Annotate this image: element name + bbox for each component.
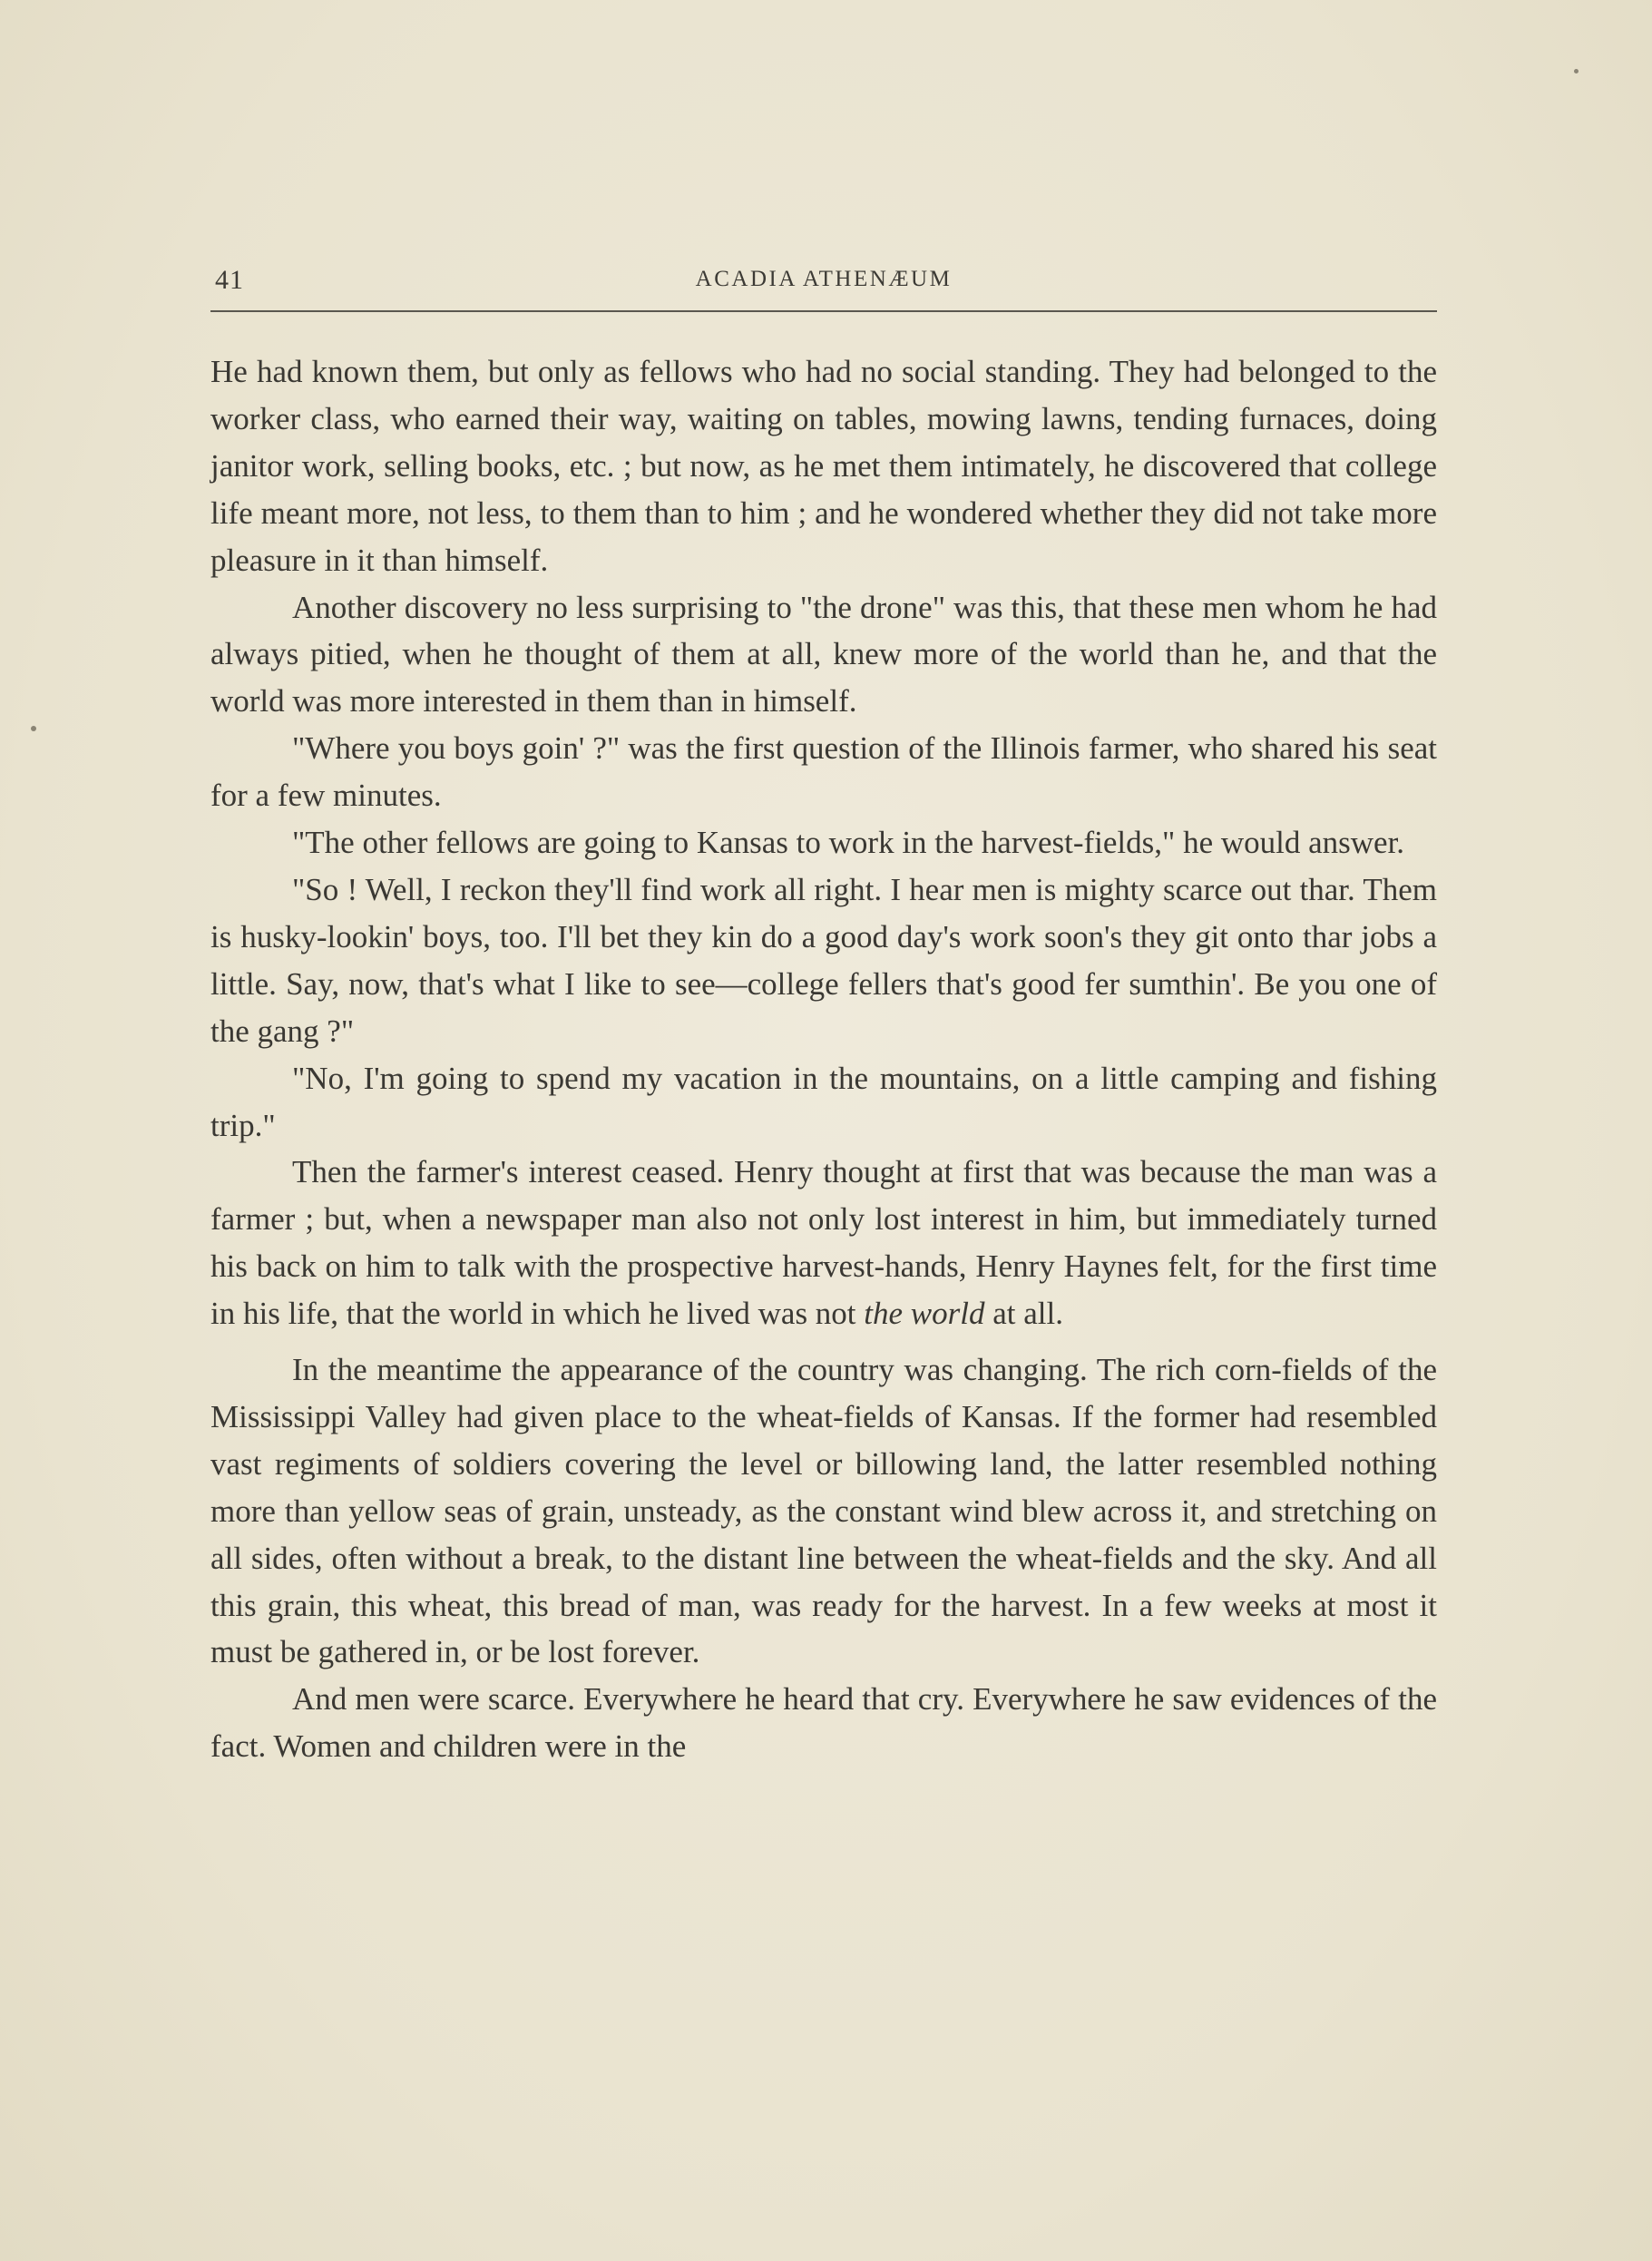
paragraph: "So ! Well, I reckon they'll find work all right. I hear men is mighty scarce out thar. Them is husky-lookin' boys, too. I'll bet they kin do a good day's work soon's they git onto thar jobs a little. Say, now, that's what I like to see—college fellers that's good fer sumthin'. Be you one of the gang ?" [210, 871, 1437, 1049]
paper-speck [31, 726, 36, 731]
paragraph: "Where you boys goin' ?" was the first question of the Illinois farmer, who shared his seat for a few minutes. [210, 730, 1437, 814]
paragraph: "No, I'm going to spend my vacation in the mountains, on a little camping and fishing trip." [210, 1060, 1437, 1143]
running-head [210, 265, 1437, 305]
paragraph: He had known them, but only as fellows who had no social standing. They had belonged to the worker class, who earned their way, waiting on tables, mowing lawns, tending furnaces, doing janitor work, selling books, etc. ; but now, as he met them intimately, he discovered that college life meant more, not less, to them than to him ; and he wondered whether they did not take more pleasure in it than himself. [210, 354, 1437, 578]
article-body [210, 348, 1437, 1770]
journal-title: ACADIA ATHENÆUM [695, 267, 953, 291]
paragraph-text: Then the farmer's interest ceased. Henry thought at first that was because the man was a farmer ; but, when a newspaper man also not only lost interest in him, but immediately turned his back on him to talk with the prospective harvest-hands, Henry Haynes felt, for the first time in his life, that the world in which he lived was not [210, 1154, 1437, 1332]
paper-speck [1574, 69, 1579, 73]
paragraph: Another discovery no less surprising to "the drone" was this, that these men whom he had always pitied, when he thought of them at all, knew more of the world than he, and that the world was more interested in them than in himself. [210, 589, 1437, 719]
page-number: 41 [215, 265, 244, 295]
paragraph: In the meantime the appearance of the country was changing. The rich corn-fields of the Mississippi Valley had given place to the wheat-fields of Kansas. If the former had resembled vast regiments of soldiers covering the level or billowing land, the latter resembled nothing more than yellow seas of grain, unsteady, as the constant wind blew across it, and stretching on all sides, often without a break, to the distant line between the wheat-fields and the sky. And all this grain, this wheat, this bread of man, was ready for the harvest. In a few weeks at most it must be gathered in, or be lost forever. [210, 1352, 1437, 1670]
paragraph: "The other fellows are going to Kansas to work in the harvest-fields," he would answer. [292, 825, 1405, 861]
paragraph-text: at all. [984, 1296, 1063, 1332]
emphasized-phrase: the world [864, 1296, 985, 1332]
paragraph [210, 1149, 1437, 1337]
paragraph: And men were scarce. Everywhere he heard that cry. Everywhere he saw evidences of the fact. Women and children were in the [210, 1681, 1437, 1765]
header-rule [210, 310, 1437, 312]
